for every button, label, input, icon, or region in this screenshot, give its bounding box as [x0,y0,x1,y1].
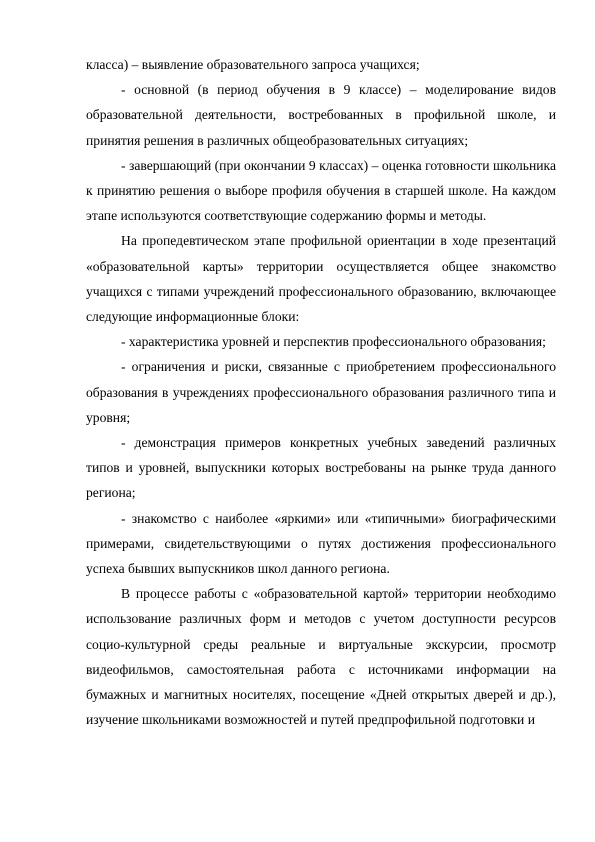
paragraph-6: - ограничения и риски, связанные с приобретением профессионального образования в учреждениях профессионального образования различного типа и уровня; [86,359,556,425]
paragraph-7: - демонстрация примеров конкретных учебных заведений различных типов и уровней, выпускники которых востребованы на рынке труда данного региона; [86,435,556,501]
paragraph-2: - основной (в период обучения в 9 классе) – моделирование видов образовательной деятельности, востребованных в профильной школе, и принятия решения в различных общеобразовательных ситуациях; [86,82,556,148]
paragraph-4: На пропедевтическом этапе профильной ориентации в ходе презентаций «образовательной карты» территории осуществляется общее знакомство учащихся с типами учреждений профессионального образованию, включающее следующие информационные блоки: [86,233,556,325]
paragraph-9: В процессе работы с «образовательной картой» территории необходимо использование различных форм и методов с учетом доступности ресурсов социо-культурной среды реальные и виртуальные экскурсии, просмотр видеофильмов, самостоятельная работа с источниками информации на бумажных и магнитных носителях, посещение «Дней открытых дверей и др.), изучение школьниками возможностей и путей предпрофильной подготовки и [86,586,556,728]
paragraph-1: класса) – выявление образовательного запроса учащихся; [86,57,420,72]
paragraph-8: - знакомство с наиболее «яркими» или «типичными» биографическими примерами, свидетельствующими о путях достижения профессионального успеха бывших выпускников школ данного региона. [86,510,556,577]
paragraph-5: - характеристика уровней и перспектив профессионального образования; [121,334,546,350]
paragraph-3: - завершающий (при окончании 9 классах) – оценка готовности школьника к принятию решения о выборе профиля обучения в старшей школе. На каждом этапе используются соответствующие содержанию формы и методы. [86,157,556,224]
document-page [86,52,556,732]
